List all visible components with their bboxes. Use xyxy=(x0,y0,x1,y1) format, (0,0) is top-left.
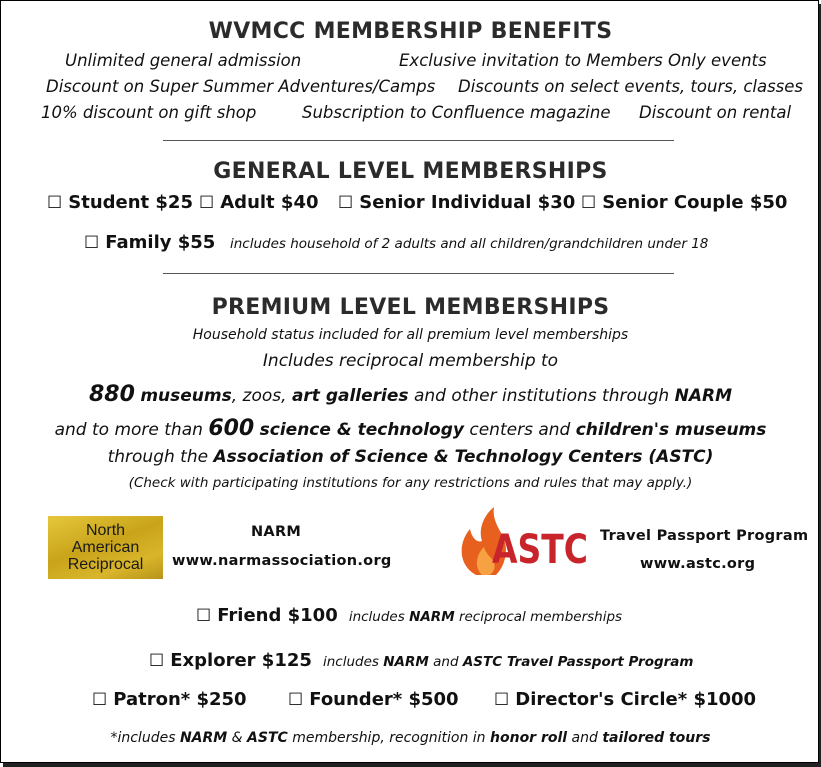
benefit-item: Discounts on select events, tours, classes xyxy=(458,77,804,96)
option-friend[interactable]: ☐ Friend $100 includes NARM reciprocal memberships xyxy=(196,605,623,626)
checkbox-icon[interactable]: ☐ xyxy=(149,651,165,671)
option-adult[interactable]: ☐ Adult $40 xyxy=(199,192,319,213)
option-senior-couple[interactable]: ☐ Senior Couple $50 xyxy=(581,192,788,213)
astc-logo-text: ASTC xyxy=(492,527,588,573)
narm-label: NARM xyxy=(251,524,302,540)
checkbox-icon[interactable]: ☐ xyxy=(196,606,212,626)
divider xyxy=(163,140,674,141)
checkbox-icon[interactable]: ☐ xyxy=(494,690,510,710)
astc-url[interactable]: www.astc.org xyxy=(640,556,756,572)
benefit-item: Discount on Super Summer Adventures/Camps xyxy=(46,77,436,96)
narm-line: 880 museums, zoos, art galleries and other institutions through NARM xyxy=(88,382,733,407)
reciprocal-intro: Includes reciprocal membership to xyxy=(262,351,559,371)
check-note: (Check with participating institutions for any restrictions and rules that may apply.) xyxy=(128,475,693,491)
checkbox-icon[interactable]: ☐ xyxy=(47,193,63,213)
checkbox-icon[interactable]: ☐ xyxy=(338,193,354,213)
astc-label: Travel Passport Program xyxy=(600,528,809,544)
option-family[interactable]: ☐ Family $55 xyxy=(84,232,216,253)
narm-logo: North American Reciprocal xyxy=(48,516,163,579)
option-patron[interactable]: ☐ Patron* $250 xyxy=(92,689,247,710)
premium-heading: PREMIUM LEVEL MEMBERSHIPS xyxy=(211,295,610,320)
option-directors-circle[interactable]: ☐ Director's Circle* $1000 xyxy=(494,689,757,710)
option-student[interactable]: ☐ Student $25 xyxy=(47,192,193,213)
astc-logo xyxy=(456,505,588,577)
checkbox-icon[interactable]: ☐ xyxy=(581,193,597,213)
astc-line: and to more than 600 science & technology centers and children's museums xyxy=(54,416,767,441)
option-founder[interactable]: ☐ Founder* $500 xyxy=(288,689,459,710)
general-heading: GENERAL LEVEL MEMBERSHIPS xyxy=(213,159,608,184)
option-senior-individual[interactable]: ☐ Senior Individual $30 xyxy=(338,192,576,213)
benefit-item: Unlimited general admission xyxy=(65,51,302,70)
checkbox-icon[interactable]: ☐ xyxy=(84,233,100,253)
benefit-item: Subscription to Confluence magazine xyxy=(302,103,611,122)
footnote: *includes NARM & ASTC membership, recognition in honor roll and tailored tours xyxy=(110,730,711,746)
checkbox-icon[interactable]: ☐ xyxy=(199,193,215,213)
option-explorer[interactable]: ☐ Explorer $125 includes NARM and ASTC Travel Passport Program xyxy=(149,650,694,671)
benefit-item: Discount on rental xyxy=(639,103,792,122)
benefit-item: 10% discount on gift shop xyxy=(41,103,257,122)
family-note: includes household of 2 adults and all children/grandchildren under 18 xyxy=(230,236,709,252)
flyer-title: WVMCC MEMBERSHIP BENEFITS xyxy=(208,19,613,44)
astc-association-line: through the Association of Science & Technology Centers (ASTC) xyxy=(107,447,714,467)
checkbox-icon[interactable]: ☐ xyxy=(288,690,304,710)
divider xyxy=(163,273,674,274)
benefit-item: Exclusive invitation to Members Only events xyxy=(399,51,767,70)
narm-url[interactable]: www.narmassociation.org xyxy=(172,553,392,569)
household-note: Household status included for all premium level memberships xyxy=(192,327,629,343)
checkbox-icon[interactable]: ☐ xyxy=(92,690,108,710)
